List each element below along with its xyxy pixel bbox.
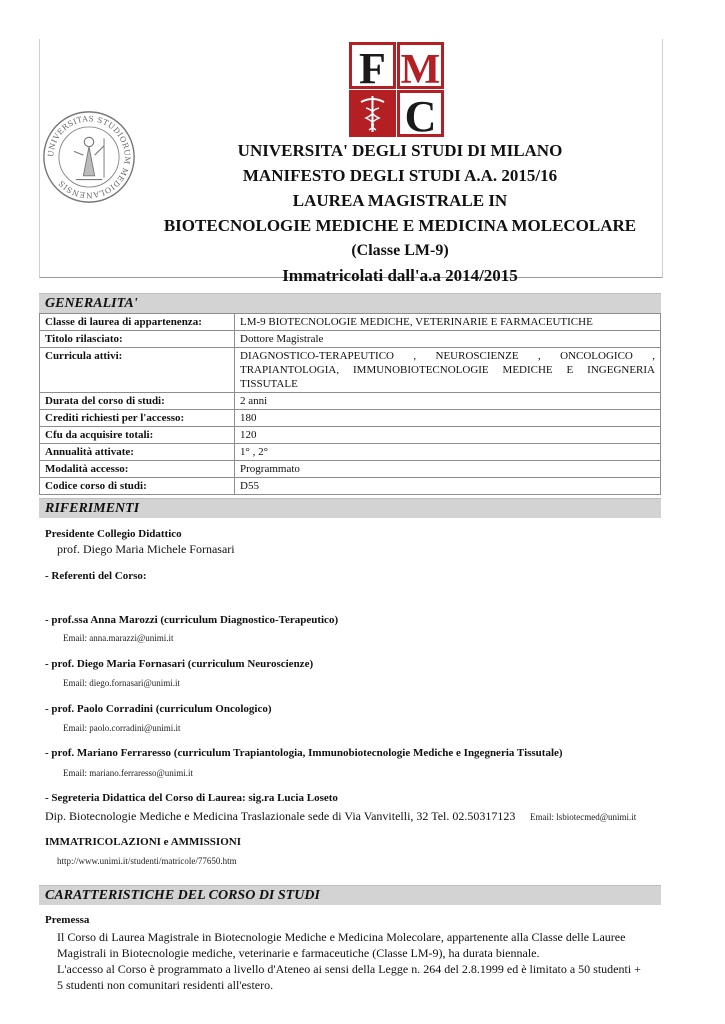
- table-row: [40, 410, 661, 427]
- seal-lettering: UNIVERSITAS STUDIORUM MEDIOLANENSIS: [46, 114, 132, 200]
- referente-name: - prof. Paolo Corradini (curriculum Oncologico): [45, 703, 272, 715]
- premessa-paragraph: Il Corso di Laurea Magistrale in Biotecnologie Mediche e Medicina Molecolare, appartenente alla Classe delle Lauree Magistrali in Biotecnologie mediche, veterinarie e farmaceutiche (Classe LM-9), ha durata biennale.: [57, 930, 626, 960]
- row-value: D55: [235, 478, 661, 495]
- row-value: 120: [235, 427, 661, 444]
- degree-class: (Classe LM-9): [351, 242, 449, 259]
- general-info-table: [39, 313, 661, 495]
- row-key: Titolo rilasciato:: [40, 331, 235, 348]
- table-row: [40, 461, 661, 478]
- row-key: Crediti richiesti per l'accesso:: [40, 410, 235, 427]
- row-value: Dottore Magistrale: [235, 331, 661, 348]
- header-titles: [150, 138, 650, 288]
- manifesto-title: MANIFESTO DEGLI STUDI A.A. 2015/16: [242, 166, 558, 185]
- referenti-label: - Referenti del Corso:: [45, 570, 147, 582]
- row-key: Curricula attivi:: [40, 348, 235, 393]
- referente-email[interactable]: Email: paolo.corradini@unimi.it: [63, 723, 181, 733]
- referente-name: - prof. Diego Maria Fornasari (curriculum Neuroscienze): [45, 658, 314, 670]
- row-key: Annualità attivate:: [40, 444, 235, 461]
- premessa-paragraph: L'accesso al Corso è programmato a livello d'Ateneo ai sensi della Legge n. 264 del 2.8.1999 ed è limitato a 50 studenti + 5 studenti non comunitari residenti all'estero.: [57, 962, 641, 992]
- row-value: 1° , 2°: [235, 444, 661, 461]
- referente-name: - prof. Mariano Ferraresso (curriculum Trapiantologia, Immunobiotecnologie Mediche e Ingegneria Tissutale): [45, 747, 563, 759]
- presidente-name: prof. Diego Maria Michele Fornasari: [57, 542, 235, 556]
- segreteria-address: Dip. Biotecnologie Mediche e Medicina Traslazionale sede di Via Vanvitelli, 32 Tel. 02.50317123: [45, 809, 516, 823]
- table-row: [40, 331, 661, 348]
- row-value: 180: [235, 410, 661, 427]
- referente-email[interactable]: Email: diego.fornasari@unimi.it: [63, 678, 181, 688]
- row-value: 2 anni: [235, 393, 661, 410]
- presidente-label: Presidente Collegio Didattico: [45, 528, 182, 540]
- immatricolazioni-label: IMMATRICOLAZIONI e AMMISSIONI: [45, 836, 241, 848]
- referente-name: - prof.ssa Anna Marozzi (curriculum Diagnostico-Terapeutico): [45, 614, 339, 626]
- row-value: DIAGNOSTICO-TERAPEUTICO , NEUROSCIENZE , ONCOLOGICO , TRAPIANTOLOGIA, IMMUNOBIOTECNOLOGIE MEDICHE E INGEGNERIA TISSUTALE: [235, 348, 661, 393]
- svg-text:C: C: [404, 92, 437, 137]
- section-heading-caratteristiche: CARATTERISTICHE DEL CORSO DI STUDI: [39, 885, 661, 905]
- row-key: Modalità accesso:: [40, 461, 235, 478]
- table-row: [40, 393, 661, 410]
- table-row: [40, 314, 661, 331]
- table-row: [40, 444, 661, 461]
- row-value: Programmato: [235, 461, 661, 478]
- svg-text:F: F: [359, 44, 386, 93]
- referente-email[interactable]: Email: mariano.ferraresso@unimi.it: [63, 768, 193, 778]
- enrolled-since: Immatricolati dall'a.a 2014/2015: [282, 266, 518, 285]
- immatricolazioni-link[interactable]: http://www.unimi.it/studenti/matricole/77650.htm: [57, 856, 237, 866]
- segreteria-email[interactable]: Email: lsbiotecmed@unimi.it: [530, 812, 637, 822]
- premessa-label: Premessa: [45, 914, 90, 926]
- row-key: Durata del corso di studi:: [40, 393, 235, 410]
- svg-text:M: M: [400, 47, 441, 93]
- section-heading-riferimenti: RIFERIMENTI: [39, 498, 661, 518]
- section-heading-generalita: GENERALITA': [39, 293, 661, 313]
- degree-level: LAUREA MAGISTRALE IN: [292, 191, 508, 210]
- table-row: [40, 427, 661, 444]
- table-row: [40, 478, 661, 495]
- referente-email[interactable]: Email: anna.marazzi@unimi.it: [63, 633, 174, 643]
- university-name: UNIVERSITA' DEGLI STUDI DI MILANO: [237, 141, 563, 160]
- row-key: Cfu da acquisire totali:: [40, 427, 235, 444]
- row-key: Classe di laurea di appartenenza:: [40, 314, 235, 331]
- row-key: Codice corso di studi:: [40, 478, 235, 495]
- table-row: [40, 348, 661, 393]
- fmc-logo-icon: [349, 42, 444, 137]
- row-value: LM-9 BIOTECNOLOGIE MEDICHE, VETERINARIE E FARMACEUTICHE: [235, 314, 661, 331]
- university-seal-icon: [42, 110, 136, 204]
- degree-name: BIOTECNOLOGIE MEDICHE E MEDICINA MOLECOLARE: [163, 216, 637, 235]
- segreteria-label: - Segreteria Didattica del Corso di Laurea: sig.ra Lucia Loseto: [45, 792, 338, 804]
- premessa-text: [57, 929, 642, 993]
